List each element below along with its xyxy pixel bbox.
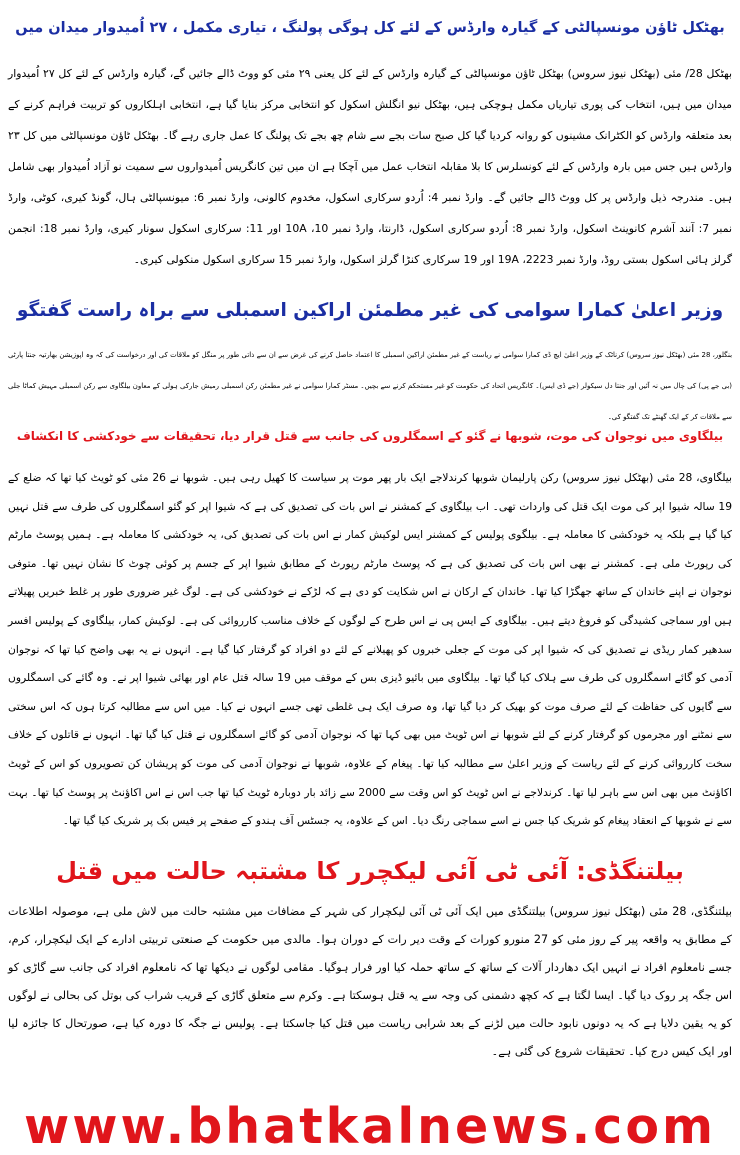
article2-paragraph: بنگلور، 28 مئی (بھٹکل نیوز سروس) کرناٹک کے وزیر اعلیٰ ایچ ڈی کمارا سوامی نے ریاست کے غیر مطمئن اراکین اسمبلی کا اعتماد حاصل کرنے کی غرض سے ان سے ذاتی طور پر منگل کو ملاقات کی اور درخواست کی کہ وہ اپوزیشن بھارتیہ جنتا پارٹی (بی جے پی) کی چال میں نہ آئیں اور جنتا دل سیکولر (جے ڈی ایس)۔ کانگریس اتحاد کی حکومت کو غیر مستحکم کرنے سے بچیں۔ مسٹر کمارا سوامی نے غیر مطمئن رکن اسمبلی رمیش جارکی ہولی کے معاون بیلگاوی سے رکن اسمبلی مہیش کماٹا جلی سے ملاقات کر کے ایک گھنٹے تک گفتگو کی۔	[8, 351, 732, 421]
article4-headline: بیلتنگڈی: آئی ٹی آئی لیکچرر کا مشتبہ حالت میں قتل	[56, 857, 684, 885]
article3-headline: بیلگاوی میں نوجوان کی موت، شوبھا نے گئو کے اسمگلروں کی جانب سے قتل قرار دیا، تحقیقات سے خودکشی کا انکشاف	[16, 429, 724, 443]
article2-body	[8, 340, 732, 421]
article2-headline: وزیر اعلیٰ کمارا سوامی کی غیر مطمئن اراکین اسمبلی سے براہ راست گفتگو	[16, 300, 724, 321]
article1-headline: بھٹکل ٹاؤن مونسپالٹی کے گیارہ وارڈس کے لئے کل ہوگی پولنگ ، تیاری مکمل ، ۲۷ اُمیدوار میدان میں	[15, 20, 725, 36]
article4-body	[8, 898, 732, 1098]
article1-paragraph: بھٹکل 28/ مئی (بھٹکل نیوز سروس) بھٹکل ٹاؤن مونسپالٹی کے گیارہ وارڈس کے لئے کل یعنی ۲۹ مئی کو ووٹ ڈالے جائیں گے، گیارہ وارڈس کے لئے کل ۲۷ اُمیدوار میدان میں ہیں، انتخاب کی پوری تیاریاں مکمل ہوچکی ہیں، بھٹکل نیو انگلش اسکول کو انتخابی مرکز بنایا گیا ہے، انتخابی اہلکاروں کو تربیت فراہم کرنے کے بعد متعلقہ وارڈس کو الکٹرانک مشینوں کو روانہ کردیا گیا کل صبح سات بجے سے شام چھ بجے تک پولنگ کا عمل جاری رہے گا۔ بھٹکل ٹاؤن مونسپالٹی میں کل ۲۳ وارڈس ہیں جس میں بارہ وارڈس کے لئے کونسلرس کا بلا مقابلہ انتخاب عمل میں آچکا ہے ان میں تین کانگریس اُمیدواروں سے سمیت نو آزاد اُمیدوار بھی شامل ہیں۔ مندرجہ ذیل وارڈس پر کل ووٹ ڈالے جائیں گے۔ وارڈ نمبر 4: اُردو سرکاری اسکول، مخدوم کالونی، وارڈ نمبر 6: میونسپالٹی ہال، گونڈ کیری، کوٹی، وارڈ نمبر 7: آنند آشرم کانوینٹ اسکول، وارڈ نمبر 8: اُردو سرکاری اسکول، ڈارنتا، وارڈ نمبر 10، 10A اور 11: سرکاری اسکول سونار کیری، وارڈ نمبر 18: انجمن گرلز ہائی اسکول بستی روڈ، وارڈ نمبر 19A ،2223 اور 19 سرکاری کنڑا گرلز اسکول، وارڈ نمبر 15 سرکاری اسکول منکولی کیری۔	[8, 67, 733, 266]
article3-body	[8, 464, 732, 844]
article4-paragraph: بیلتنگڈی، 28 مئی (بھٹکل نیوز سروس) بیلتنگڈی میں ایک آئی ٹی آئی لیکچرار کی شہر کے مضافات میں مشتبہ حالت میں لاش ملی ہے، موصولہ اطلاعات کے مطابق یہ واقعہ پیر کے روز مئی کو 27 منورو کورات کے وقت دیر رات کے دوران ہوا۔ مالدی میں حکومت کے صنعتی تربیتی ادارے کے ایک لیکچرار، کرم، جسے نامعلوم افراد نے انہیں ایک دھاردار آلات کے ساتھ کے ساتھ حملہ کیا اور فرار ہوگیا۔ مقامی لوگوں نے دیکھا تھا کہ نامعلوم افراد کی جانب سے گاڑی کو اس جگہ پر روک دیا گیا۔ ایسا لگتا ہے کہ کچھ دشمنی کی وجہ سے یہ قتل ہوسکتا ہے۔ وکرم سے متعلق گاڑی کے قریب شراب کی بوتل کی بحالی نے لوگوں کو یہ یقین دلایا ہے کہ یہ دونوں نابود حالت میں لڑنے کے بعد شرابی ریاست میں قتل کیا جاسکتا ہے۔ پولیس نے جگہ کا دورہ کیا ہے، صورتحال کا جائزہ لیا اور ایک کیس درج کیا۔ تحقیقات شروع کی گئی ہے۔	[8, 905, 732, 1058]
website-footer: www.bhatkalnews.com	[23, 1098, 717, 1155]
article1-body	[8, 58, 732, 280]
article3-paragraph: بیلگاوی، 28 مئی (بھٹکل نیوز سروس) رکن پارلیمان شوبھا کرندلاجے ایک بار پھر موت پر سیاست کا کھیل رہی ہیں۔ شوبھا نے 26 مئی کو ٹویٹ کیا تھا کہ ضلع کے 19 سالہ شیوا اپر کی موت ایک قتل کی واردات تھی۔ اب بیلگاوی کے کمشنر نے اس بات کی تصدیق کی ہے کہ شیوا اپر کو گئو اسمگلروں کی طرف سے قتل نہیں کیا گیا ہے بلکہ یہ خودکشی کا معاملہ ہے۔ بیلگوی پولیس کے کمشنر ایس لوکیش کمار نے اس بات کی تصدیق کی، یہ خودکشی کا معاملہ ہے۔ ہمیں پوسٹ مارٹم کی رپورٹ ملی ہے۔ کمشنر نے بھی اس بات کی تصدیق کی ہے کہ پوسٹ مارٹم رپورٹ کے مطابق شیوا اپر کے جسم پر کوئی چوٹ کا نشان نہیں تھا۔ متوفی نوجوان نے اپنے خاندان کے ساتھ جھگڑا کیا تھا۔ خاندان کے ارکان نے اس شکایت کو دی ہے کہ لڑکے نے خودکشی کی ہے۔ لوگ غیر ضروری طور پر غلط خبریں پھیلاتے ہیں اور سماجی کشیدگی کو فروغ دیتے ہیں۔ بیلگاوی کے ایس پی نے اس طرح کے لوگوں کے خلاف مناسب کارروائی کی ہے۔ لوکیش کمار، بیلگاوی کے پولیس افسر سدھیر کمار ریڈی نے تصدیق کی کہ شیوا اپر کی موت کے جعلی خبروں کو پھیلانے کے لئے دو افراد کو گرفتار کیا گیا ہے۔ انہوں نے یہ بھی واضح کیا تھا کہ نوجوان آدمی کو گائے اسمگلروں کی طرف سے ہلاک کیا گیا تھا۔ بیلگاوی میں بائیو ڈیزی بس کے موقف میں 19 سالہ قتل عام اور بھائی شیوا اپر نے۔ وہ گائے کی اسمگلروں سے گایوں کی حفاظت کے لئے صرف موت کو بھیک کر دیا گیا تھا، وہ صرف ایک ہی غلطی تھی جسے انہوں نے کیا۔ میں اس سے مطالبہ کرتا ہوں کہ اس سختی سے نمٹنے اور مجرموں کو گرفتار کرنے کے لئے شوبھا نے اس ٹویٹ میں بھی کہا تھا کہ نوجوان آدمی کو گائے اسمگلروں نے قتل کیا گیا تھا۔ انہوں نے قاتلوں کے خلاف سخت کارروائی کرنے کے لئے ریاست کے وزیر اعلیٰ سے مطالبہ کیا تھا۔ پیغام کے علاوہ، شوبھا نے نوجوان آدمی کی موت کو پریشان کن تصویروں کو اس کے ٹویٹ اکاؤنٹ میں بھی اس سے باہر لیا تھا۔ کرندلاجے نے اس ٹویٹ کو اس وقت سے 2000 سے زائد بار دوبارہ ٹویٹ کیا تھا جب اس نے اس اکاؤنٹ پر پوسٹ کیا تھا۔ بہت سے نے شوبھا کے انعقاد پیغام کو شریک کیا جس نے اسے سماجی رنگ دیا۔ اس کے علاوہ، یہ جسٹس آف ہندو کے صفحے پر فیس بک پر شریک کیا گیا تھا۔	[8, 471, 733, 828]
